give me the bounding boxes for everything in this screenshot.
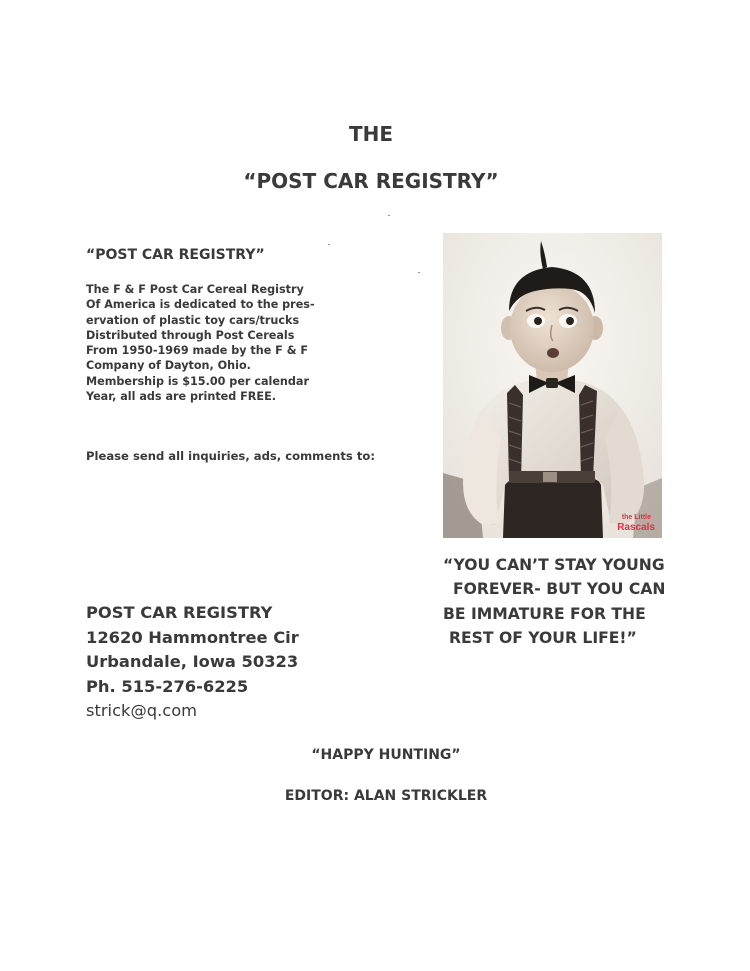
page-title: “POST CAR REGISTRY” <box>243 169 499 193</box>
scan-speck <box>418 272 420 273</box>
description-line: Company of Dayton, Ohio. <box>86 359 251 373</box>
scan-speck <box>328 244 330 245</box>
quote-line: “YOU CAN’T STAY YOUNG <box>443 556 665 574</box>
watermark-line-2: Rascals <box>617 522 655 533</box>
address-city: Urbandale, Iowa 50323 <box>86 652 299 671</box>
title-the: THE <box>348 122 394 146</box>
boy-photo <box>443 233 662 538</box>
scan-speck <box>388 215 390 216</box>
address-email: strick@q.com <box>86 701 198 720</box>
boy-photo-illustration <box>443 233 662 538</box>
watermark-line-1: the Little <box>621 514 651 521</box>
description-line: From 1950-1969 made by the F & F <box>86 344 309 358</box>
quote-line: BE IMMATURE FOR THE <box>443 604 646 623</box>
description-line: Year, all ads are printed FREE. <box>86 390 276 404</box>
description-line: Membership is $15.00 per calendar <box>86 374 309 388</box>
send-inquiries-note: Please send all inquiries, ads, comments to: <box>86 449 375 463</box>
quote-line: REST OF YOUR LIFE!” <box>449 628 637 647</box>
description-line: Of America is dedicated to the pres- <box>86 298 315 312</box>
quote-line: FOREVER- BUT YOU CAN <box>453 580 666 599</box>
description-line: ervation of plastic toy cars/trucks <box>86 313 300 327</box>
description-paragraph <box>86 282 346 404</box>
description-line: Distributed through Post Cereals <box>86 328 295 342</box>
editor-credit: EDITOR: ALAN STRICKLER <box>284 788 488 804</box>
address-name: POST CAR REGISTRY <box>86 603 273 622</box>
mailing-address <box>86 601 299 724</box>
address-phone: Ph. 515-276-6225 <box>86 676 249 696</box>
quote-block <box>443 553 693 650</box>
description-line: The F & F Post Car Cereal Registry <box>86 283 304 296</box>
address-street: 12620 Hammontree Cir <box>86 627 299 647</box>
section-heading: “POST CAR REGISTRY” <box>86 247 265 263</box>
sign-off: “HAPPY HUNTING” <box>311 747 461 763</box>
